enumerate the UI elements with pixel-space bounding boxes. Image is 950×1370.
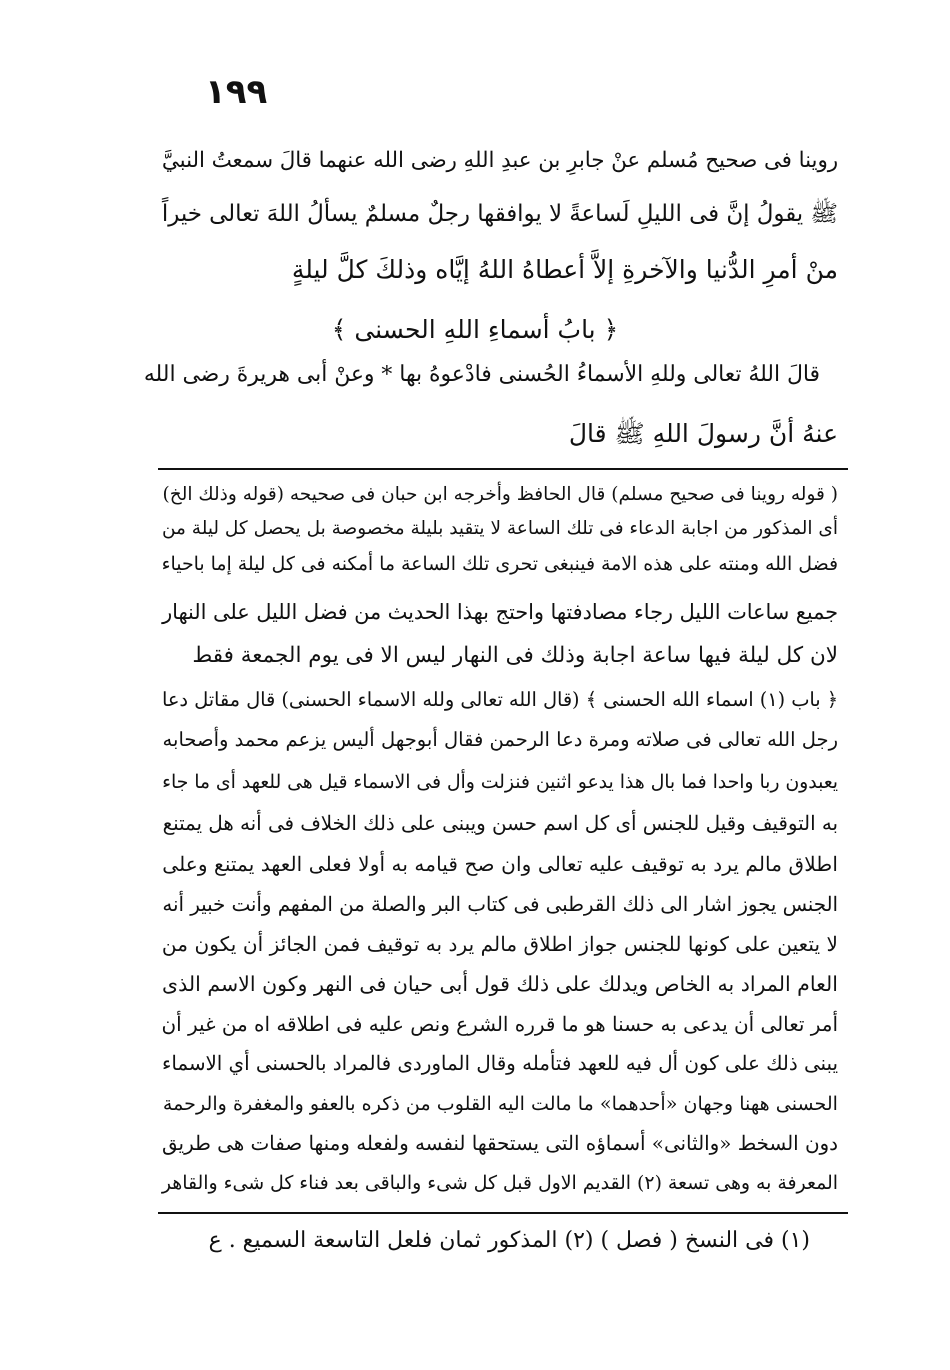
commentary-line: لا يتعين على كونها للجنس جواز اطلاق مالم يرد به توقيف فمن الجائز أن يكون من [161, 932, 838, 956]
main-line: عنهُ أنَّ رسولَ اللهِ ﷺ قالَ [568, 419, 838, 448]
main-line: ﷺ يقولُ إنَّ فى الليلِ لَساعةً لا يوافقها رجلٌ مسلمٌ يسألُ اللهَ تعالى خيراً [161, 201, 838, 227]
commentary-line: يبنى ذلك على كون أل فيه للعهد فتأمله وقال الماوردى فالمراد بالحسنى أي الاسماء [162, 1052, 838, 1075]
page-number: ١٩٩ [205, 72, 268, 112]
main-divider [158, 468, 848, 470]
commentary-line: جميع ساعات الليل رجاء مصادفتها واحتج بهذا الحديث من فضل الليل على النهار [162, 600, 838, 624]
footnote-line: (١) فى النسخ ( فصل ) (٢) المذكور ثمان فلعل التاسعة السميع . ع [208, 1228, 810, 1253]
commentary-line: دون السخط «والثانى» أسماؤه التى يستحقها لنفسه ولفعله ومنها صفات هى طريق [161, 1132, 838, 1155]
chapter-heading: ﴿ بابُ أسماءِ اللهِ الحسنى ﴾ [331, 315, 619, 344]
commentary-line: يعبدون ربا واحدا فما بال هذا يدعو اثنين فنزلت وأل فى الاسماء قيل هى للعهد أى ما جاء [162, 772, 838, 793]
main-line: منْ أمرِ الدُّنيا والآخرةِ إلاَّ أعطاهُ اللهُ إيَّاه وذلكَ كلَّ ليلةٍ [291, 255, 838, 284]
commentary-line: لان كل ليلة فيها ساعة اجابة وذلك فى النهار ليس الا فى يوم الجمعة فقط [192, 643, 838, 668]
main-line: قالَ اللهُ تعالى وللهِ الأسماءُ الحُسنى فادْعوهُ بها * وعنْ أبى هريرةَ رضى الله [143, 362, 820, 387]
commentary-line: فضل الله ومنته على هذه الامة فينبغى تحرى تلك الساعة ما أمكنه فى كل ليلة إما باحياء [161, 553, 838, 575]
commentary-line: ( قوله روينا فى صحيح مسلم) قال الحافظ وأخرجه ابن حبان فى صحيحه (قوله وذلك الخ) [162, 484, 838, 505]
commentary-line: أى المذكور من اجابة الدعاء فى تلك الساعة لا يتقيد بليلة مخصوصة بل يحصل كل ليلة من [161, 518, 838, 539]
commentary-line: الجنس يجوز اشار الى ذلك القرطبى فى كتاب البر والصلة من المفهم وأنت خبير أنه [162, 893, 838, 916]
commentary-line: الحسنى ههنا وجهان «أحدهما» ما مالت اليه القلوب من ذكره بالعفو والمغفرة والرحمة [162, 1092, 838, 1115]
commentary-line: العام المراد به الخاص ويدلك على ذلك قول أبى حيان فى النهر وكون الاسم الذى [162, 972, 838, 996]
commentary-line: المعرفة به وهى تسعة (٢) القديم الاول قبل كل شىء والباقى بعد فناء كل شىء والقاهر [161, 1172, 838, 1194]
footnote-divider [158, 1212, 848, 1214]
main-line: روينا فى صحيح مُسلم عنْ جابرِ بن عبدِ اللهِ رضى الله عنهما قالَ سمعتُ النبيَّ [161, 148, 838, 173]
commentary-line: رجل الله تعالى فى صلاته ومرة دعا الرحمن فقال أبوجهل أليس يزعم محمد وأصحابه [162, 728, 838, 751]
commentary-line: أمر تعالى أن يدعى به حسنا هو ما قرره الشرع ونص عليه فى اطلاقه اه من غير أن [161, 1012, 838, 1036]
commentary-line: اطلاق مالم يرد به توقيف عليه تعالى وان صح قيامه به أولا فعلى العهد يمتنع وعلى [162, 852, 838, 876]
commentary-line: به التوقيف وقيل للجنس أى كل اسم حسن ويبنى على ذلك الخلاف فى أنه هل يمتنع [162, 812, 838, 835]
commentary-line: ﴿ باب (١) اسماء الله الحسنى ﴾ (قال الله تعالى ولله الاسماء الحسنى) قال مقاتل دعا [162, 688, 838, 711]
